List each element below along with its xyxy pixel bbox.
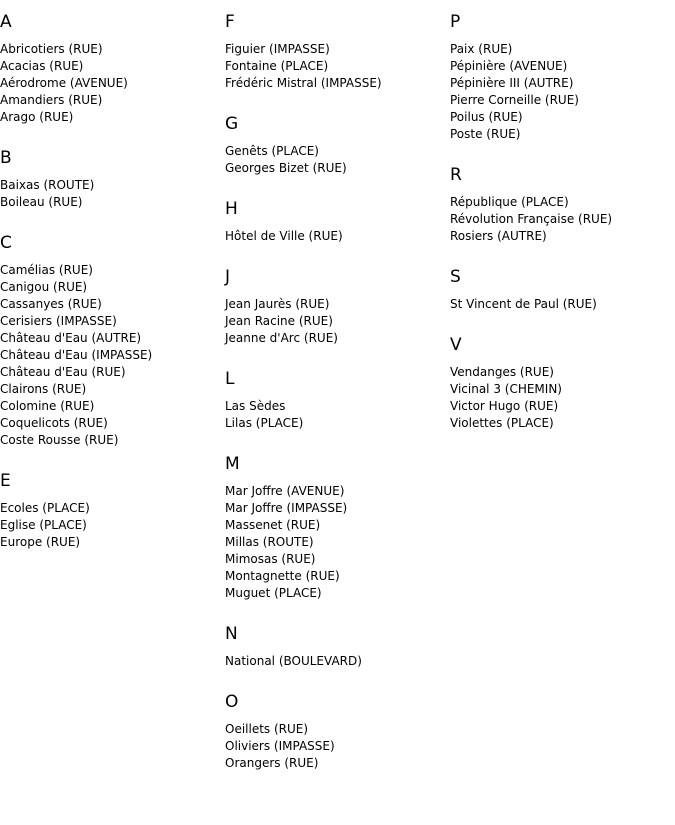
street-list xyxy=(450,194,675,245)
street-link[interactable]: Ecoles (PLACE) xyxy=(0,501,90,515)
street-list xyxy=(450,296,675,313)
street-link[interactable]: Millas (ROUTE) xyxy=(225,535,314,549)
street-link[interactable]: Frédéric Mistral (IMPASSE) xyxy=(225,76,382,90)
street-link[interactable]: Colomine (RUE) xyxy=(0,399,95,413)
street-link[interactable]: Mar Joffre (AVENUE) xyxy=(225,484,345,498)
letter-heading: P xyxy=(450,12,461,32)
street-link[interactable]: Paix (RUE) xyxy=(450,42,513,56)
street-link[interactable]: Figuier (IMPASSE) xyxy=(225,42,330,56)
street-list xyxy=(225,721,450,772)
street-link[interactable]: Eglise (PLACE) xyxy=(0,518,87,532)
street-list xyxy=(225,228,450,245)
street-link[interactable]: République (PLACE) xyxy=(450,195,569,209)
street-link[interactable]: Pépinière III (AUTRE) xyxy=(450,76,574,90)
street-list xyxy=(225,398,450,432)
street-link[interactable]: Victor Hugo (RUE) xyxy=(450,399,559,413)
street-link[interactable]: Georges Bizet (RUE) xyxy=(225,161,347,175)
street-link[interactable]: Aérodrome (AVENUE) xyxy=(0,76,128,90)
street-link[interactable]: Cassanyes (RUE) xyxy=(0,297,102,311)
street-list xyxy=(0,262,225,449)
street-link[interactable]: Pépinière (AVENUE) xyxy=(450,59,568,73)
street-link[interactable]: St Vincent de Paul (RUE) xyxy=(450,297,597,311)
street-link[interactable]: Coste Rousse (RUE) xyxy=(0,433,119,447)
street-link[interactable]: Baixas (ROUTE) xyxy=(0,178,95,192)
street-link[interactable]: Abricotiers (RUE) xyxy=(0,42,103,56)
street-list xyxy=(0,177,225,211)
street-link[interactable]: Oliviers (IMPASSE) xyxy=(225,739,335,753)
street-link[interactable]: Las Sèdes xyxy=(225,399,286,413)
street-link[interactable]: Jean Racine (RUE) xyxy=(225,314,333,328)
street-list xyxy=(450,41,675,143)
letter-heading: O xyxy=(225,692,239,712)
letter-heading: R xyxy=(450,165,462,185)
street-link[interactable]: Clairons (RUE) xyxy=(0,382,87,396)
letter-heading: G xyxy=(225,114,239,134)
letter-group xyxy=(450,11,675,143)
letter-group xyxy=(225,113,450,177)
street-link[interactable]: Fontaine (PLACE) xyxy=(225,59,329,73)
street-list xyxy=(0,41,225,126)
street-link[interactable]: National (BOULEVARD) xyxy=(225,654,362,668)
street-link[interactable]: Poste (RUE) xyxy=(450,127,521,141)
street-list xyxy=(450,364,675,432)
street-list xyxy=(225,41,450,92)
letter-group xyxy=(225,623,450,670)
street-link[interactable]: Lilas (PLACE) xyxy=(225,416,304,430)
street-link[interactable]: Château d'Eau (RUE) xyxy=(0,365,126,379)
letter-heading: N xyxy=(225,624,238,644)
letter-group xyxy=(450,334,675,432)
street-link[interactable]: Mar Joffre (IMPASSE) xyxy=(225,501,348,515)
street-link[interactable]: Mimosas (RUE) xyxy=(225,552,316,566)
street-link[interactable]: Château d'Eau (IMPASSE) xyxy=(0,348,153,362)
letter-heading: E xyxy=(0,471,11,491)
street-link[interactable]: Orangers (RUE) xyxy=(225,756,319,770)
street-link[interactable]: Arago (RUE) xyxy=(0,110,74,124)
street-list xyxy=(0,500,225,551)
street-index-column xyxy=(225,0,450,793)
letter-group xyxy=(0,232,225,449)
letter-group xyxy=(0,470,225,551)
letter-heading: V xyxy=(450,335,462,355)
street-link[interactable]: Jean Jaurès (RUE) xyxy=(225,297,330,311)
letter-group xyxy=(450,164,675,245)
street-link[interactable]: Rosiers (AUTRE) xyxy=(450,229,547,243)
letter-heading: S xyxy=(450,267,461,287)
letter-group xyxy=(0,147,225,211)
letter-group xyxy=(225,11,450,92)
street-link[interactable]: Vicinal 3 (CHEMIN) xyxy=(450,382,562,396)
letter-group xyxy=(0,11,225,126)
letter-heading: L xyxy=(225,369,235,389)
street-link[interactable]: Camélias (RUE) xyxy=(0,263,93,277)
street-link[interactable]: Muguet (PLACE) xyxy=(225,586,322,600)
letter-heading: F xyxy=(225,12,235,32)
letter-heading: M xyxy=(225,454,240,474)
street-list xyxy=(225,653,450,670)
street-link[interactable]: Amandiers (RUE) xyxy=(0,93,103,107)
street-list xyxy=(225,143,450,177)
street-link[interactable]: Montagnette (RUE) xyxy=(225,569,340,583)
letter-heading: A xyxy=(0,12,12,32)
street-link[interactable]: Cerisiers (IMPASSE) xyxy=(0,314,117,328)
street-link[interactable]: Genêts (PLACE) xyxy=(225,144,319,158)
street-index-column xyxy=(450,0,675,453)
street-link[interactable]: Europe (RUE) xyxy=(0,535,81,549)
street-link[interactable]: Hôtel de Ville (RUE) xyxy=(225,229,343,243)
street-link[interactable]: Vendanges (RUE) xyxy=(450,365,554,379)
letter-heading: J xyxy=(225,267,231,287)
street-link[interactable]: Oeillets (RUE) xyxy=(225,722,309,736)
street-list xyxy=(225,483,450,602)
street-link[interactable]: Canigou (RUE) xyxy=(0,280,88,294)
street-list xyxy=(225,296,450,347)
letter-group xyxy=(225,453,450,602)
street-link[interactable]: Massenet (RUE) xyxy=(225,518,321,532)
street-link[interactable]: Boileau (RUE) xyxy=(0,195,83,209)
street-link[interactable]: Poilus (RUE) xyxy=(450,110,523,124)
letter-group xyxy=(225,266,450,347)
letter-group xyxy=(225,691,450,772)
street-link[interactable]: Violettes (PLACE) xyxy=(450,416,554,430)
street-link[interactable]: Château d'Eau (AUTRE) xyxy=(0,331,142,345)
street-link[interactable]: Acacias (RUE) xyxy=(0,59,84,73)
letter-heading: H xyxy=(225,199,238,219)
letter-heading: B xyxy=(0,148,12,168)
street-index-column xyxy=(0,0,225,572)
street-link[interactable]: Pierre Corneille (RUE) xyxy=(450,93,579,107)
street-link[interactable]: Révolution Française (RUE) xyxy=(450,212,613,226)
letter-heading: C xyxy=(0,233,12,253)
letter-group xyxy=(450,266,675,313)
letter-group xyxy=(225,198,450,245)
street-link[interactable]: Coquelicots (RUE) xyxy=(0,416,108,430)
street-link[interactable]: Jeanne d'Arc (RUE) xyxy=(225,331,338,345)
letter-group xyxy=(225,368,450,432)
